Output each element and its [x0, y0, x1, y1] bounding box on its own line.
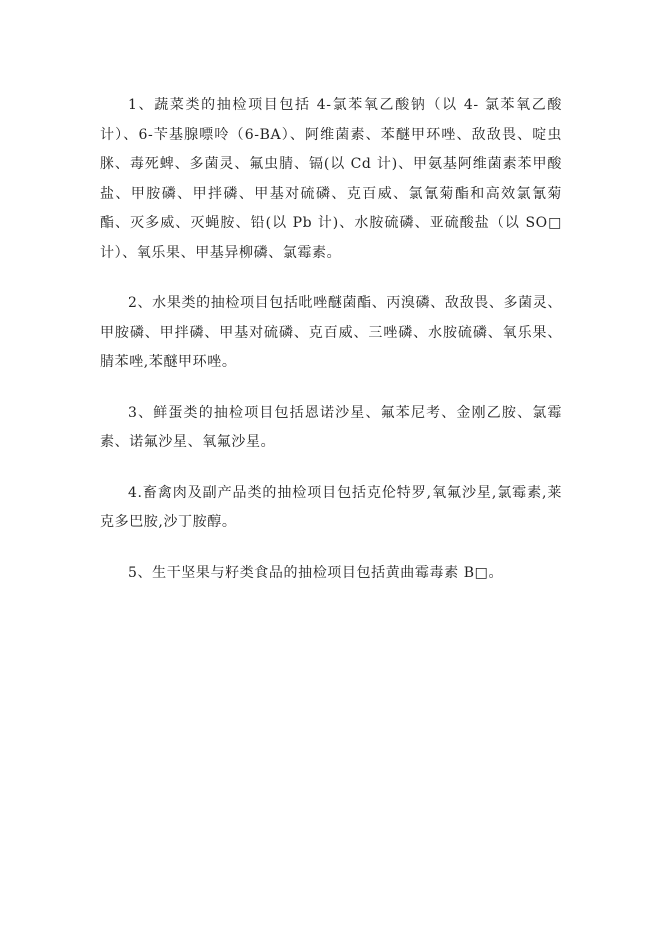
- paragraph-fruits: 2、水果类的抽检项目包括吡唑醚菌酯、丙溴磷、敌敌畏、多菌灵、甲胺磷、甲拌磷、甲基对硫磷、克百威、三唑磷、水胺硫磷、氧乐果、腈苯唑,苯醚甲环唑。: [100, 295, 562, 370]
- paragraph-vegetables: 1、蔬菜类的抽检项目包括 4-氯苯氧乙酸钠（以 4- 氯苯氧乙酸计）、6-苄基腺嘌呤（6-BA）、阿维菌素、苯醚甲环唑、敌敌畏、啶虫脒、毒死蜱、多菌灵、氟虫腈、镉(以 Cd 计)、甲氨基阿维菌素苯甲酸盐、甲胺磷、甲拌磷、甲基对硫磷、克百威、氯氰菊酯和高效氯氰菊酯、灭多威、灭蝇胺、铅(以 Pb 计)、水胺硫磷、亚硫酸盐（以 SO□计）、氧乐果、甲基异柳磷、氯霉素。: [100, 97, 562, 261]
- paragraph-meat: 4.畜禽肉及副产品类的抽检项目包括克伦特罗,氧氟沙星,氯霉素,莱克多巴胺,沙丁胺醇。: [100, 484, 562, 530]
- document-body: [100, 91, 562, 609]
- paragraph-nuts-seeds: 5、生干坚果与籽类食品的抽检项目包括黄曲霉毒素 B□。: [128, 564, 504, 581]
- paragraph-eggs: 3、鲜蛋类的抽检项目包括恩诺沙星、氟苯尼考、金刚乙胺、氯霉素、诺氟沙星、氧氟沙星。: [100, 404, 562, 450]
